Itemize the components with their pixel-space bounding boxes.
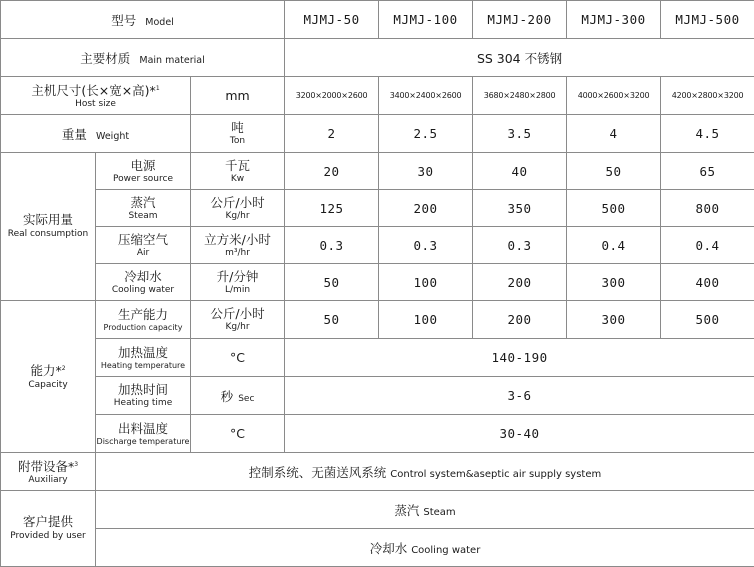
- consumption-value: 30: [379, 153, 473, 190]
- host-size-label-cn: 主机尺寸(长×宽×高)*: [31, 83, 155, 98]
- provided-label: [1, 491, 96, 567]
- discharge-temp-value: 30-40: [285, 415, 754, 453]
- consumption-value: 200: [473, 264, 567, 301]
- item-cn: 出料温度: [96, 421, 190, 436]
- provided-row-steam: [1, 491, 754, 529]
- unit-cn: 公斤/小时: [191, 306, 284, 321]
- item-en: Heating time: [96, 397, 190, 409]
- unit-en: L/min: [191, 284, 284, 296]
- consumption-value: 40: [473, 153, 567, 190]
- material-label-en: Main material: [139, 55, 204, 66]
- host-size-value: 3680×2480×2800: [473, 77, 567, 115]
- heating-temp-value: 140-190: [285, 339, 754, 377]
- model-name: MJMJ-50: [285, 1, 379, 39]
- capacity-unit: °C: [191, 415, 285, 453]
- weight-row: [1, 115, 754, 153]
- weight-value: 2: [285, 115, 379, 153]
- consumption-value: 0.4: [567, 227, 661, 264]
- capacity-item: [96, 339, 191, 377]
- unit-cn: 升/分钟: [191, 269, 284, 284]
- auxiliary-label-en: Auxiliary: [1, 474, 95, 486]
- consumption-row-steam: [1, 190, 754, 227]
- provided-item-cn: 冷却水: [370, 541, 408, 556]
- consumption-unit: [191, 190, 285, 227]
- provided-item: [96, 529, 754, 567]
- consumption-unit: [191, 153, 285, 190]
- consumption-value: 125: [285, 190, 379, 227]
- consumption-row-air: [1, 227, 754, 264]
- weight-unit-cn: 吨: [191, 120, 284, 135]
- capacity-row-heating-temp: [1, 339, 754, 377]
- capacity-label: [1, 301, 96, 453]
- capacity-value: 200: [473, 301, 567, 339]
- footnote-mark: 3: [74, 461, 78, 468]
- consumption-item: [96, 227, 191, 264]
- weight-value: 4: [567, 115, 661, 153]
- auxiliary-label: [1, 453, 96, 491]
- consumption-value: 0.3: [285, 227, 379, 264]
- capacity-unit: [191, 377, 285, 415]
- model-name: MJMJ-300: [567, 1, 661, 39]
- unit-en: Kg/hr: [191, 210, 284, 222]
- host-size-label-en: Host size: [1, 98, 190, 110]
- consumption-row-cooling: [1, 264, 754, 301]
- host-size-row: [1, 77, 754, 115]
- item-cn: 电源: [96, 158, 190, 173]
- unit-en: m³/hr: [191, 247, 284, 259]
- item-cn: 压缩空气: [96, 232, 190, 247]
- weight-value: 3.5: [473, 115, 567, 153]
- provided-label-cn: 客户提供: [1, 514, 95, 530]
- model-label: [1, 1, 285, 39]
- material-value: SS 304 不锈钢: [285, 39, 754, 77]
- item-cn: 加热时间: [96, 382, 190, 397]
- consumption-value: 50: [285, 264, 379, 301]
- provided-item-en: Steam: [423, 507, 455, 518]
- capacity-row-discharge-temp: [1, 415, 754, 453]
- consumption-item: [96, 190, 191, 227]
- item-en: Heating temperature: [96, 360, 190, 371]
- model-label-cn: 型号: [111, 13, 136, 28]
- unit-en: Kg/hr: [191, 321, 284, 333]
- real-consumption-label-cn: 实际用量: [1, 212, 95, 228]
- consumption-value: 500: [567, 190, 661, 227]
- consumption-item: [96, 264, 191, 301]
- auxiliary-value-cn: 控制系统、无菌送风系统: [249, 465, 387, 480]
- item-en: Air: [96, 247, 190, 259]
- capacity-value: 50: [285, 301, 379, 339]
- consumption-value: 50: [567, 153, 661, 190]
- consumption-value: 100: [379, 264, 473, 301]
- unit-cn: 千瓦: [191, 158, 284, 173]
- weight-value: 4.5: [661, 115, 754, 153]
- consumption-row-power: [1, 153, 754, 190]
- capacity-item: [96, 415, 191, 453]
- consumption-item: [96, 153, 191, 190]
- heating-time-value: 3-6: [285, 377, 754, 415]
- footnote-mark: 1: [156, 85, 160, 92]
- host-size-value: 4000×2600×3200: [567, 77, 661, 115]
- provided-label-en: Provided by user: [1, 530, 95, 543]
- model-name: MJMJ-100: [379, 1, 473, 39]
- capacity-value: 500: [661, 301, 754, 339]
- item-en: Power source: [96, 173, 190, 185]
- model-row: [1, 1, 754, 39]
- consumption-value: 0.3: [473, 227, 567, 264]
- unit-en: Sec: [238, 394, 254, 404]
- capacity-unit: °C: [191, 339, 285, 377]
- material-label: [1, 39, 285, 77]
- consumption-value: 200: [379, 190, 473, 227]
- auxiliary-value-en: Control system&aseptic air supply system: [390, 469, 601, 480]
- host-size-value: 3400×2400×2600: [379, 77, 473, 115]
- weight-label: [1, 115, 191, 153]
- auxiliary-label-cn: 附带设备*: [18, 459, 74, 474]
- real-consumption-label-en: Real consumption: [1, 228, 95, 241]
- weight-label-en: Weight: [96, 131, 129, 142]
- capacity-label-en: Capacity: [1, 379, 95, 392]
- item-cn: 蒸汽: [96, 195, 190, 210]
- weight-label-cn: 重量: [62, 127, 87, 142]
- capacity-item: [96, 377, 191, 415]
- model-name: MJMJ-500: [661, 1, 754, 39]
- auxiliary-row: [1, 453, 754, 491]
- provided-item-en: Cooling water: [411, 545, 480, 556]
- weight-unit: [191, 115, 285, 153]
- item-en: Steam: [96, 210, 190, 222]
- item-en: Cooling water: [96, 284, 190, 296]
- item-cn: 生产能力: [96, 307, 190, 322]
- item-en: Discharge temperature: [96, 436, 190, 447]
- provided-item: [96, 491, 754, 529]
- consumption-unit: [191, 264, 285, 301]
- weight-unit-en: Ton: [191, 135, 284, 147]
- unit-cn: 公斤/小时: [191, 195, 284, 210]
- material-row: [1, 39, 754, 77]
- capacity-label-cn: 能力*: [30, 363, 61, 378]
- model-label-en: Model: [145, 17, 174, 28]
- item-cn: 冷却水: [96, 269, 190, 284]
- consumption-value: 400: [661, 264, 754, 301]
- real-consumption-label: [1, 153, 96, 301]
- consumption-value: 65: [661, 153, 754, 190]
- provided-row-cooling: [1, 529, 754, 567]
- capacity-value: 100: [379, 301, 473, 339]
- capacity-item: [96, 301, 191, 339]
- material-label-cn: 主要材质: [80, 51, 130, 66]
- consumption-value: 800: [661, 190, 754, 227]
- model-name: MJMJ-200: [473, 1, 567, 39]
- item-en: Production capacity: [96, 322, 190, 333]
- capacity-value: 300: [567, 301, 661, 339]
- item-cn: 加热温度: [96, 345, 190, 360]
- host-size-label: [1, 77, 191, 115]
- footnote-mark: 2: [62, 365, 66, 372]
- capacity-unit: [191, 301, 285, 339]
- host-size-unit: mm: [191, 77, 285, 115]
- auxiliary-value: [96, 453, 754, 491]
- consumption-value: 0.3: [379, 227, 473, 264]
- host-size-value: 4200×2800×3200: [661, 77, 754, 115]
- unit-en: Kw: [191, 173, 284, 185]
- consumption-unit: [191, 227, 285, 264]
- unit-cn: 秒: [221, 389, 234, 404]
- capacity-row-production: [1, 301, 754, 339]
- consumption-value: 300: [567, 264, 661, 301]
- unit-cn: 立方米/小时: [191, 232, 284, 247]
- provided-item-cn: 蒸汽: [394, 503, 419, 518]
- consumption-value: 0.4: [661, 227, 754, 264]
- consumption-value: 350: [473, 190, 567, 227]
- capacity-row-heating-time: [1, 377, 754, 415]
- weight-value: 2.5: [379, 115, 473, 153]
- host-size-value: 3200×2000×2600: [285, 77, 379, 115]
- consumption-value: 20: [285, 153, 379, 190]
